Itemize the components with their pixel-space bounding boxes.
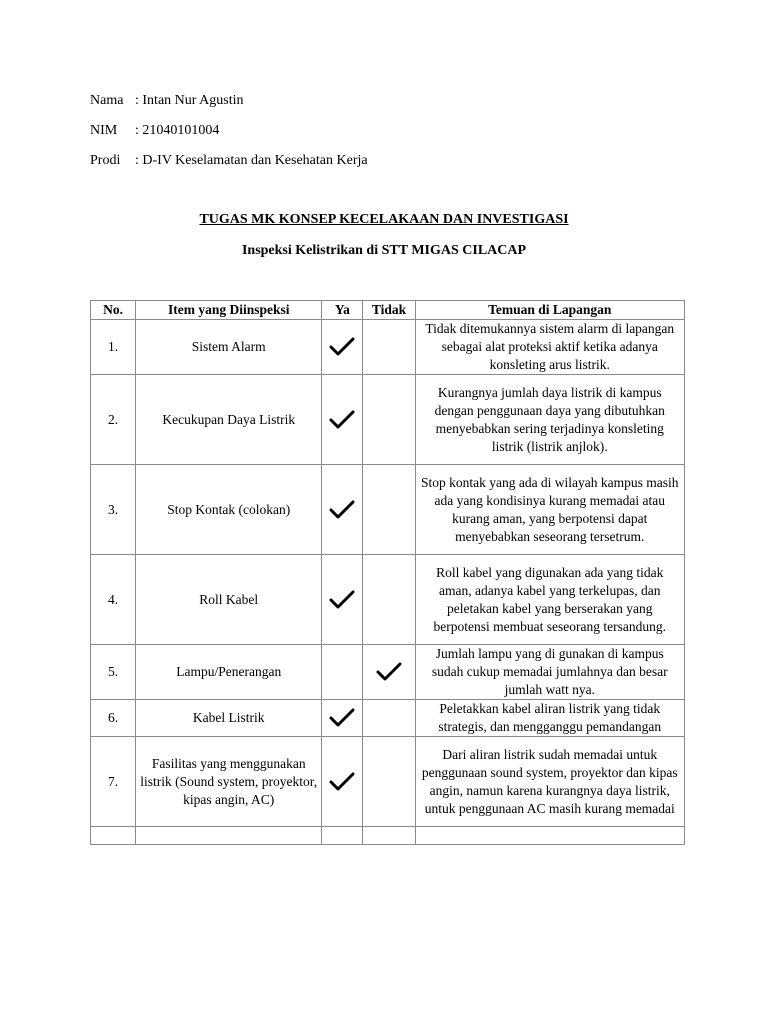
empty-cell: [91, 827, 136, 845]
row-ya-cell: [322, 555, 363, 645]
row-temuan: Dari aliran listrik sudah memadai untuk penggunaan sound system, proyektor dan kipas angin, namun karena kurangnya daya listrik, untuk penggunaan AC masih kurang memadai: [415, 737, 684, 827]
name-line: [90, 93, 244, 109]
row-temuan: Stop kontak yang ada di wilayah kampus masih ada yang kondisinya kurang memadai atau kurang aman, yang berpotensi dapat menyebabkan seseorang tersetrum.: [415, 465, 684, 555]
row-ya-cell: [322, 645, 363, 700]
empty-cell: [415, 827, 684, 845]
row-ya-cell: [322, 700, 363, 737]
row-number: 7.: [91, 737, 136, 827]
row-item: Lampu/Penerangan: [136, 645, 322, 700]
row-ya-cell: [322, 737, 363, 827]
document-subtitle: Inspeksi Kelistrikan di STT MIGAS CILACAP: [241, 243, 527, 258]
row-item: Fasilitas yang menggunakan listrik (Sound system, proyektor, kipas angin, AC): [136, 737, 322, 827]
checkmark-icon: [375, 661, 403, 683]
row-item: Sistem Alarm: [136, 320, 322, 375]
table-row: [91, 700, 685, 737]
nim-label: NIM: [90, 123, 118, 138]
nim-line: [90, 123, 219, 139]
checkmark-icon: [328, 589, 356, 611]
empty-cell: [322, 827, 363, 845]
row-temuan: Jumlah lampu yang di gunakan di kampus sudah cukup memadai jumlahnya dan besar jumlah watt nya.: [415, 645, 684, 700]
document-title: TUGAS MK KONSEP KECELAKAAN DAN INVESTIGASI: [199, 212, 569, 227]
row-tidak-cell: [363, 555, 415, 645]
row-number: 3.: [91, 465, 136, 555]
row-item: Kecukupan Daya Listrik: [136, 375, 322, 465]
header-ya: Ya: [322, 301, 363, 320]
row-ya-cell: [322, 320, 363, 375]
checkmark-icon: [328, 771, 356, 793]
header-no: No.: [91, 301, 136, 320]
nim-value: : 21040101004: [135, 123, 220, 138]
checkmark-icon: [328, 336, 356, 358]
row-number: 4.: [91, 555, 136, 645]
table-row: [91, 737, 685, 827]
checkmark-icon: [328, 499, 356, 521]
row-tidak-cell: [363, 375, 415, 465]
header-item: Item yang Diinspeksi: [136, 301, 322, 320]
row-tidak-cell: [363, 737, 415, 827]
row-tidak-cell: [363, 700, 415, 737]
row-item: Kabel Listrik: [136, 700, 322, 737]
row-temuan: Peletakkan kabel aliran listrik yang tidak strategis, dan mengganggu pemandangan: [415, 700, 684, 737]
row-temuan: Roll kabel yang digunakan ada yang tidak aman, adanya kabel yang terkelupas, dan peletakan kabel yang berserakan yang berpotensi membuat seseorang tersandung.: [415, 555, 684, 645]
table-row: [91, 465, 685, 555]
table-row: [91, 320, 685, 375]
table-row: [91, 645, 685, 700]
table-header-row: [91, 301, 685, 320]
row-tidak-cell: [363, 465, 415, 555]
prodi-line: [90, 153, 368, 169]
row-temuan: Tidak ditemukannya sistem alarm di lapangan sebagai alat proteksi aktif ketika adanya konsleting arus listrik.: [415, 320, 684, 375]
row-ya-cell: [322, 375, 363, 465]
inspection-table: [90, 300, 685, 845]
prodi-value: : D-IV Keselamatan dan Kesehatan Kerja: [135, 153, 368, 168]
row-ya-cell: [322, 465, 363, 555]
table-body: [91, 320, 685, 845]
empty-cell: [363, 827, 415, 845]
name-label: Nama: [90, 93, 124, 108]
header-temuan: Temuan di Lapangan: [415, 301, 684, 320]
row-item: Stop Kontak (colokan): [136, 465, 322, 555]
table-row: [91, 375, 685, 465]
row-number: 5.: [91, 645, 136, 700]
row-number: 1.: [91, 320, 136, 375]
row-number: 2.: [91, 375, 136, 465]
row-tidak-cell: [363, 320, 415, 375]
row-number: 6.: [91, 700, 136, 737]
checkmark-icon: [328, 707, 356, 729]
row-temuan: Kurangnya jumlah daya listrik di kampus dengan penggunaan daya yang dibutuhkan menyebabkan sering terjadinya konsleting listrik (listrik anjlok).: [415, 375, 684, 465]
empty-cell: [136, 827, 322, 845]
checkmark-icon: [328, 409, 356, 431]
table-row-empty: [91, 827, 685, 845]
table-row: [91, 555, 685, 645]
row-item: Roll Kabel: [136, 555, 322, 645]
header-tidak: Tidak: [363, 301, 415, 320]
name-value: : Intan Nur Agustin: [135, 93, 244, 108]
row-tidak-cell: [363, 645, 415, 700]
prodi-label: Prodi: [90, 153, 121, 168]
